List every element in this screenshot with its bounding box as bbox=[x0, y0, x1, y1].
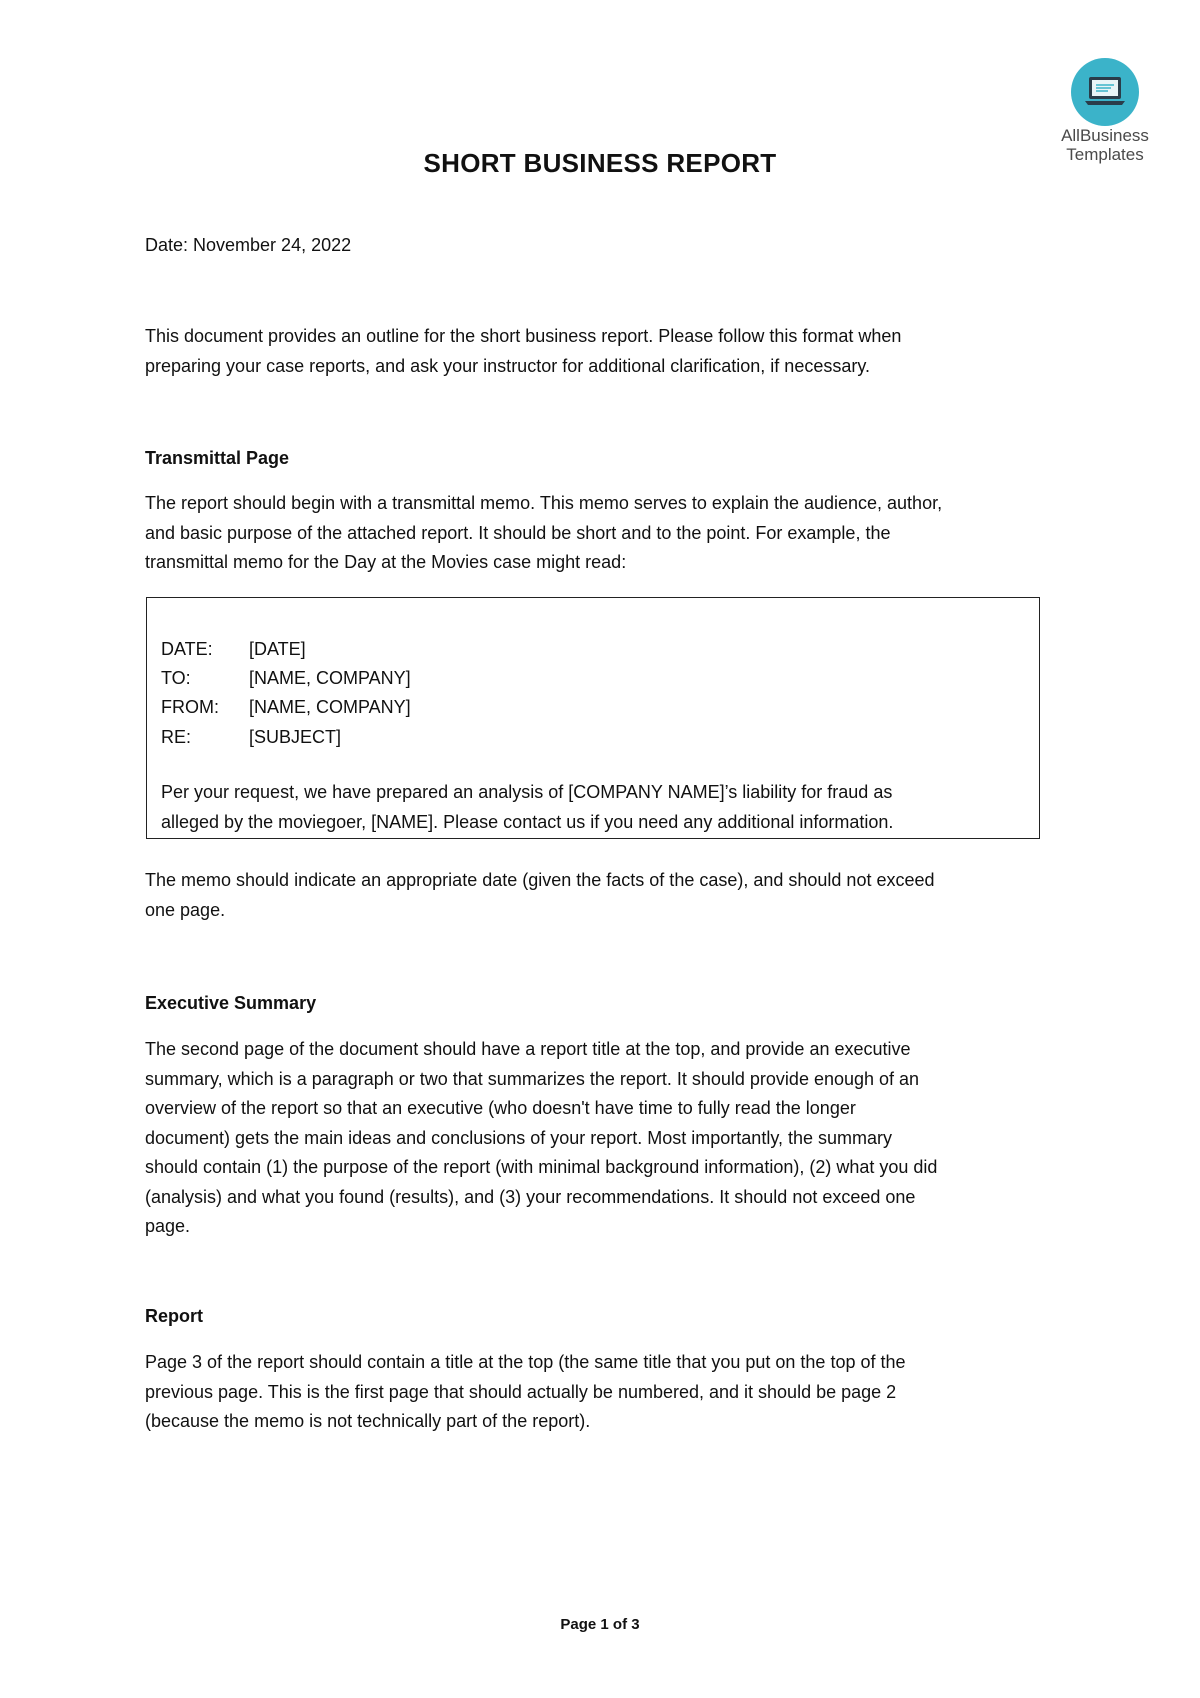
executive-summary-heading: Executive Summary bbox=[145, 993, 317, 1013]
executive-summary-paragraph bbox=[145, 1035, 1065, 1242]
memo-value: [NAME, COMPANY] bbox=[249, 668, 411, 688]
executive-line: should contain (1) the purpose of the report (with minimal background information), (2) what you did bbox=[145, 1157, 938, 1177]
memo-body-line: Per your request, we have prepared an analysis of [COMPANY NAME]’s liability for fraud as bbox=[161, 782, 893, 802]
transmittal-line: and basic purpose of the attached report. It should be short and to the point. For example, the bbox=[145, 522, 891, 543]
memo-note-line: one page. bbox=[145, 899, 226, 920]
transmittal-paragraph bbox=[145, 489, 1065, 578]
intro-line: This document provides an outline for the short business report. Please follow this format when bbox=[145, 326, 902, 346]
executive-line: page. bbox=[145, 1216, 191, 1236]
memo-row-to bbox=[161, 664, 411, 694]
report-line: Page 3 of the report should contain a title at the top (the same title that you put on the top of the bbox=[145, 1352, 906, 1372]
executive-line: The second page of the document should have a report title at the top, and provide an executive bbox=[145, 1039, 911, 1059]
memo-row-date bbox=[161, 635, 306, 665]
page-number-footer: Page 1 of 3 bbox=[560, 1616, 640, 1633]
executive-line: overview of the report so that an executive (who doesn't have time to fully read the longer bbox=[145, 1098, 856, 1118]
memo-label: DATE: bbox=[161, 639, 213, 659]
report-line: (because the memo is not technically part of the report). bbox=[145, 1411, 591, 1431]
executive-line: summary, which is a paragraph or two that summarizes the report. It should provide enough of an bbox=[145, 1068, 920, 1089]
memo-note-line: The memo should indicate an appropriate date (given the facts of the case), and should not exceed bbox=[145, 870, 935, 890]
memo-body-line: alleged by the moviegoer, [NAME]. Please contact us if you need any additional information. bbox=[161, 811, 894, 832]
memo-label: RE: bbox=[161, 727, 192, 747]
memo-value: [SUBJECT] bbox=[249, 727, 342, 747]
date-line: Date: November 24, 2022 bbox=[145, 235, 352, 255]
memo-value: [DATE] bbox=[249, 639, 306, 659]
transmittal-line: transmittal memo for the Day at the Movies case might read: bbox=[145, 552, 627, 572]
memo-row-re bbox=[161, 723, 341, 753]
logo-badge bbox=[1071, 58, 1139, 126]
transmittal-line: The report should begin with a transmittal memo. This memo serves to explain the audience, author, bbox=[145, 493, 943, 513]
memo-value: [NAME, COMPANY] bbox=[249, 697, 411, 717]
memo-label: TO: bbox=[161, 668, 191, 688]
executive-line: document) gets the main ideas and conclusions of your report. Most importantly, the summary bbox=[145, 1127, 893, 1148]
sample-memo-box bbox=[146, 597, 1040, 839]
transmittal-heading: Transmittal Page bbox=[145, 448, 290, 468]
memo-label: FROM: bbox=[161, 697, 219, 717]
memo-body bbox=[161, 778, 1021, 837]
intro-line: preparing your case reports, and ask your instructor for additional clarification, if necessary. bbox=[145, 355, 871, 376]
document-title: SHORT BUSINESS REPORT bbox=[423, 148, 777, 178]
memo-row-from bbox=[161, 693, 411, 723]
memo-note-paragraph bbox=[145, 866, 1065, 925]
executive-line: (analysis) and what you found (results), and (3) your recommendations. It should not exceed one bbox=[145, 1186, 916, 1207]
report-heading: Report bbox=[145, 1306, 203, 1326]
report-paragraph bbox=[145, 1348, 1065, 1437]
logo-text-line2: Templates bbox=[1066, 145, 1144, 164]
intro-paragraph bbox=[145, 322, 1065, 381]
logo-text-line1: AllBusiness bbox=[1061, 126, 1149, 145]
report-line: previous page. This is the first page that should actually be numbered, and it should be page 2 bbox=[145, 1381, 897, 1402]
